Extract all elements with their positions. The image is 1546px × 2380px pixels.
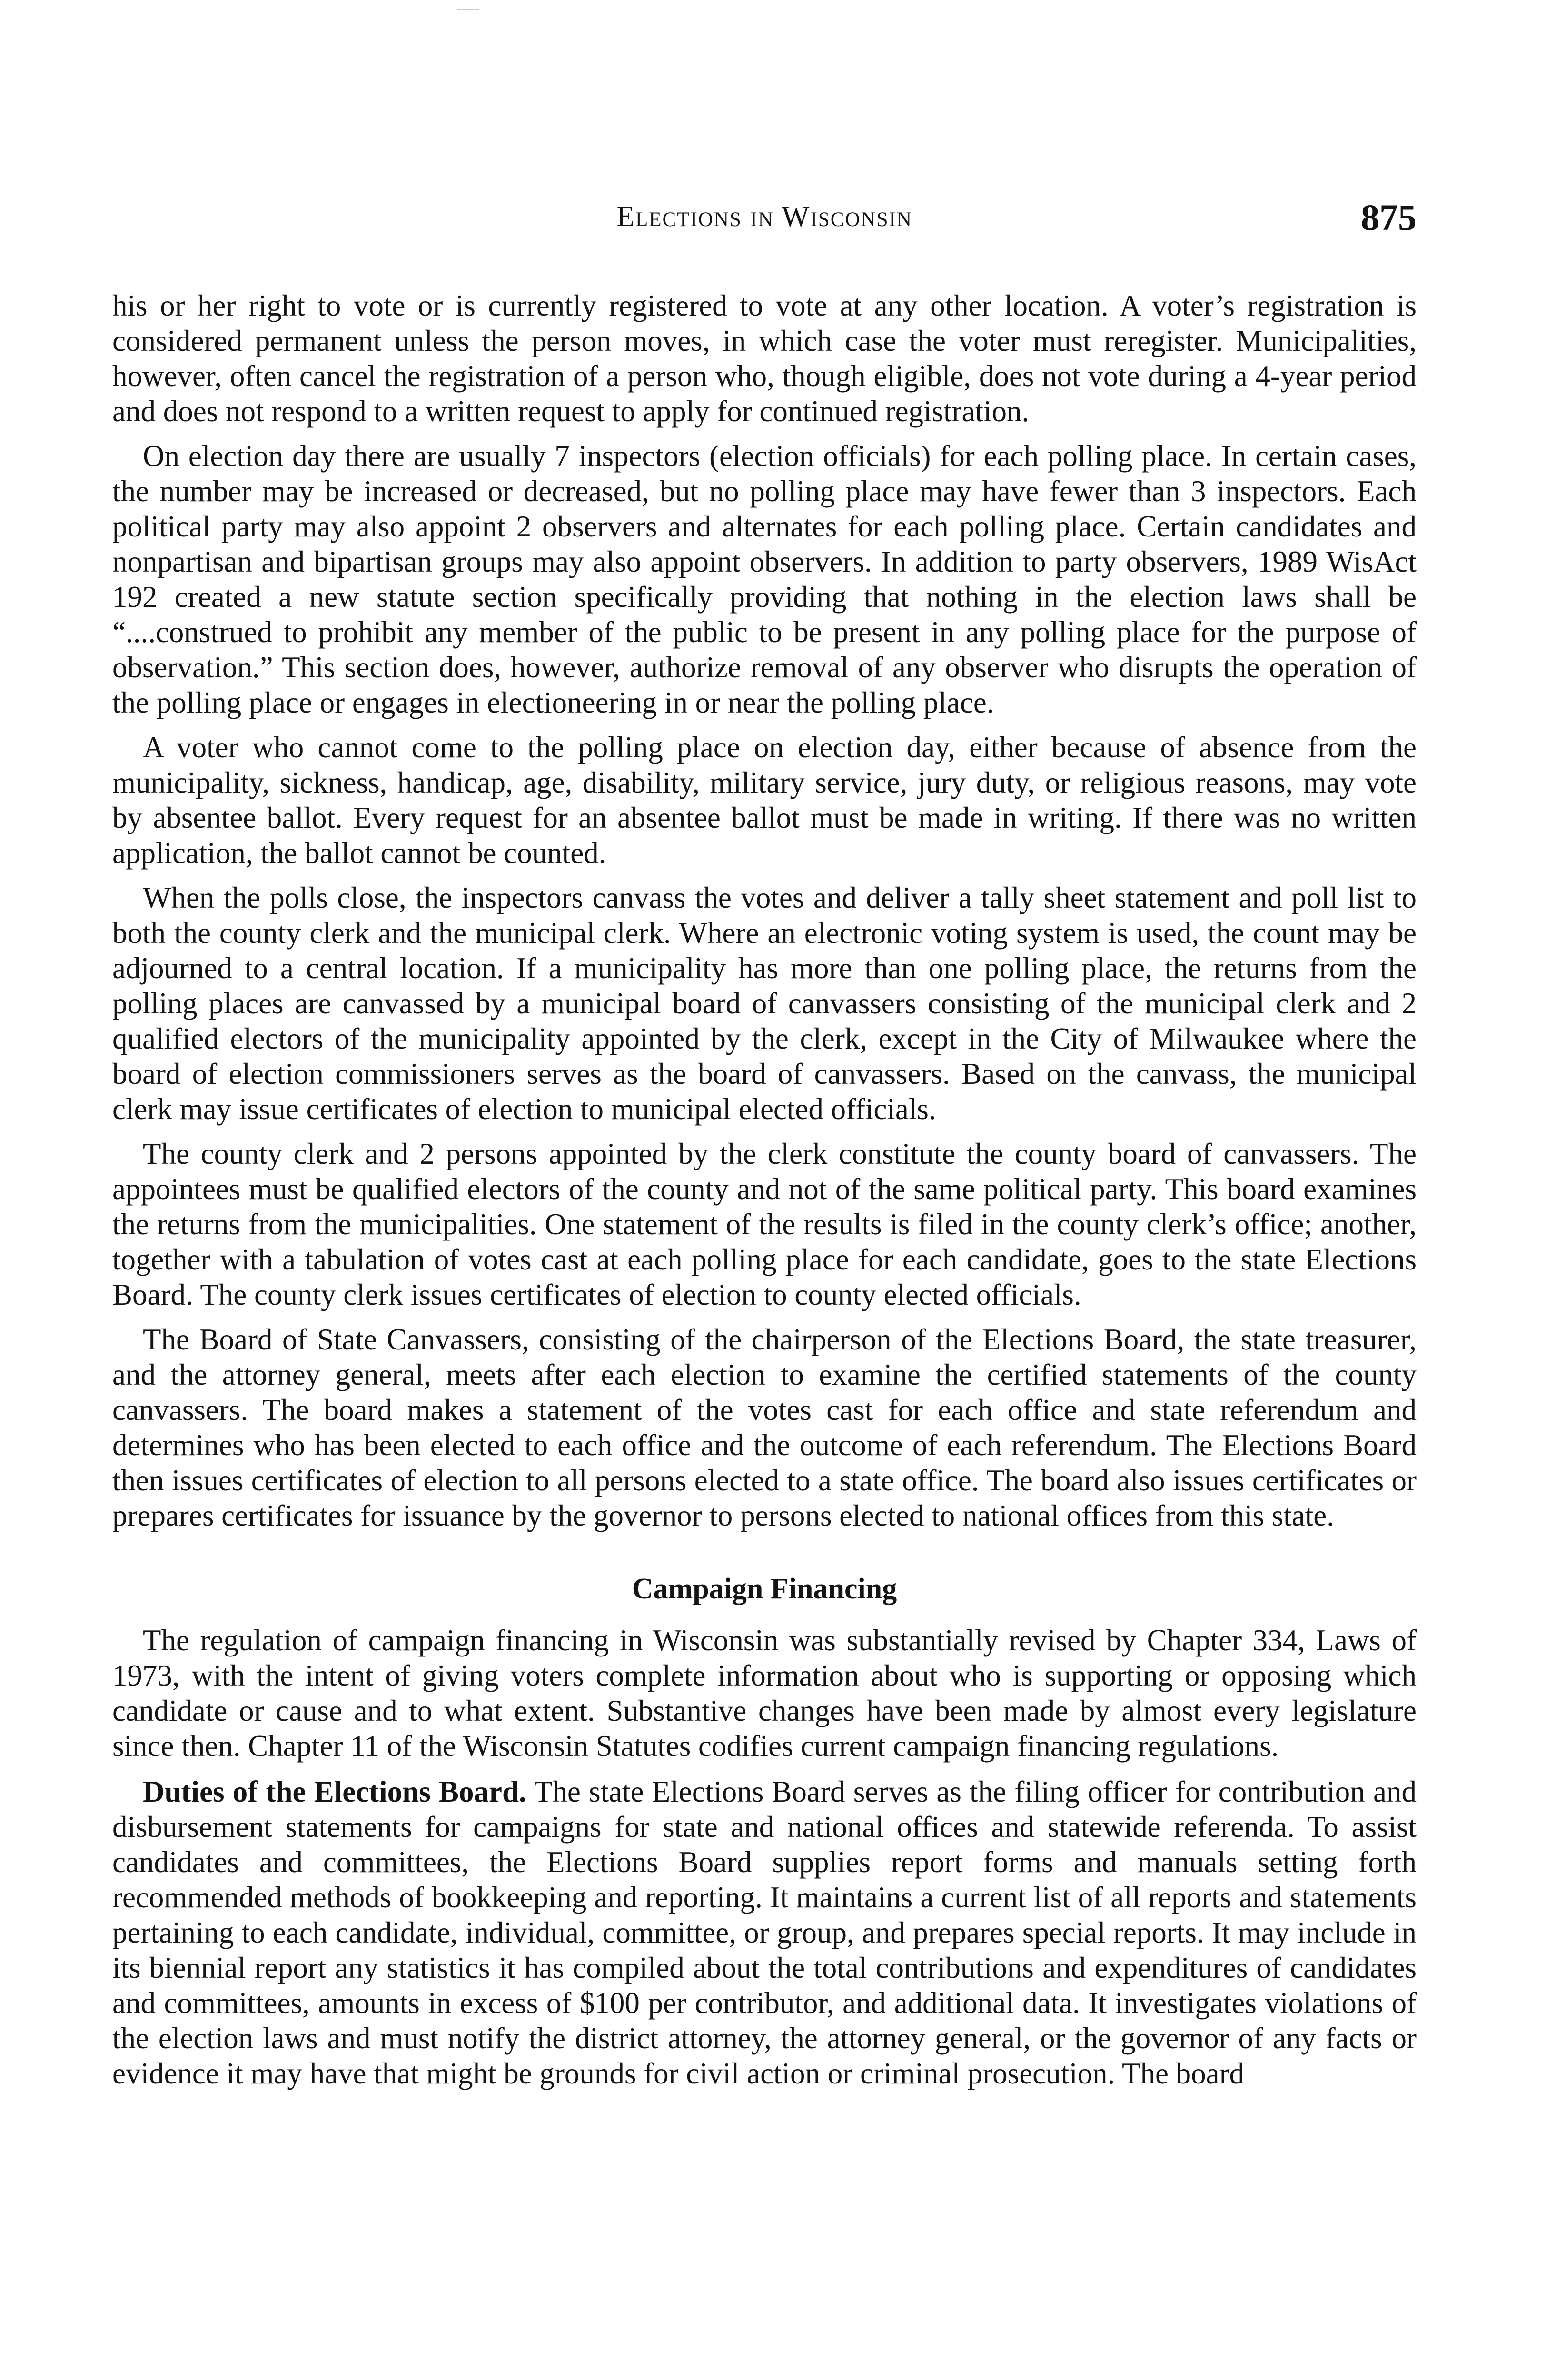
page-number: 875 xyxy=(1361,197,1417,238)
page-body xyxy=(112,288,1417,2091)
paragraph-absentee-ballot: A voter who cannot come to the polling place on election day, either because of absence from the municipality, sickness, handicap, age, disability, military service, jury duty, or religious reasons, may vote by absentee ballot. Every request for an absentee ballot must be made in writing. If there was no written application, the ballot cannot be counted. xyxy=(112,731,1417,870)
scan-mark xyxy=(457,9,479,10)
duties-text: The state Elections Board serves as the filing officer for contribution and disbursement statements for campaigns for state and national offices and statewide referenda. To assist candidates and committees, the Elections Board supplies report forms and manuals setting forth recommended methods of bookkeeping and reporting. It maintains a current list of all reports and statements pertaining to each candidate, individual, committee, or group, and prepares special reports. It may include in its biennial report any statistics it has compiled about the total contributions and expenditures of candidates and committees, amounts in excess of $100 per contributor, and additional data. It investigates violations of the election laws and must notify the district attorney, the attorney general, or the governor of any facts or evidence it may have that might be grounds for civil action or criminal prosecution. The board xyxy=(112,1775,1417,2090)
paragraph-campaign-intro: The regulation of campaign financing in Wisconsin was substantially revised by Chapter 334, Laws of 1973, with the intent of giving voters complete information about who is supporting or opposing which candidate or cause and to what extent. Substantive changes have been made by almost every legislature since then. Chapter 11 of the Wisconsin Statutes codifies current campaign financing regulations. xyxy=(112,1624,1417,1763)
paragraph-elections-board-duties xyxy=(112,1774,1417,2091)
paragraph-canvass-votes: When the polls close, the inspectors canvass the votes and deliver a tally sheet statement and poll list to both the county clerk and the municipal clerk. Where an electronic voting system is used, the count may be adjourned to a central location. If a municipality has more than one polling place, the returns from the polling places are canvassed by a municipal board of canvassers consisting of the municipal clerk and 2 qualified electors of the municipality appointed by the clerk, except in the City of Milwaukee where the board of election commissioners serves as the board of canvassers. Based on the canvass, the municipal clerk may issue certificates of election to municipal elected officials. xyxy=(112,881,1417,1126)
paragraph-voter-registration: his or her right to vote or is currently registered to vote at any other location. A voter’s registration is considered permanent unless the person moves, in which case the voter must reregister. Municipalities, however, often cancel the registration of a person who, though eligible, does not vote during a 4-year period and does not respond to a written request to apply for continued registration. xyxy=(112,289,1417,428)
run-in-heading: Duties of the Elections Board. xyxy=(143,1775,526,1808)
paragraph-county-canvassers: The county clerk and 2 persons appointed by the clerk constitute the county board of canvassers. The appointees must be qualified electors of the county and not of the same political party. This board examines the returns from the municipalities. One statement of the results is filed in the county clerk’s office; another, together with a tabulation of votes cast at each polling place for each candidate, goes to the state Elections Board. The county clerk issues certificates of election to county elected officials. xyxy=(112,1137,1417,1311)
paragraph-election-inspectors: On election day there are usually 7 inspectors (election officials) for each polling place. In certain cases, the number may be increased or decreased, but no polling place may have fewer than 3 inspectors. Each political party may also appoint 2 observers and alternates for each polling place. Certain candidates and nonpartisan and bipartisan groups may also appoint observers. In addition to party observers, 1989 WisAct 192 created a new statute section specifically providing that nothing in the election laws shall be “....construed to prohibit any member of the public to be present in any polling place for the purpose of observation.” This section does, however, authorize removal of any observer who disrupts the operation of the polling place or engages in electioneering in or near the polling place. xyxy=(112,439,1417,719)
running-head xyxy=(112,199,1417,247)
running-title: Elections in Wisconsin xyxy=(616,200,912,233)
paragraph-gap xyxy=(112,1764,1417,1774)
paragraph-state-canvassers: The Board of State Canvassers, consisting of the chairperson of the Elections Board, the state treasurer, and the attorney general, meets after each election to examine the certified statements of the county canvassers. The board makes a statement of the votes cast for each office and state referendum and determines who has been elected to each office and the outcome of each referendum. The Elections Board then issues certificates of election to all persons elected to a state office. The board also issues certificates or prepares certificates for issuance by the governor to persons elected to national offices from this state. xyxy=(112,1323,1417,1532)
section-heading: Campaign Financing xyxy=(632,1573,897,1605)
